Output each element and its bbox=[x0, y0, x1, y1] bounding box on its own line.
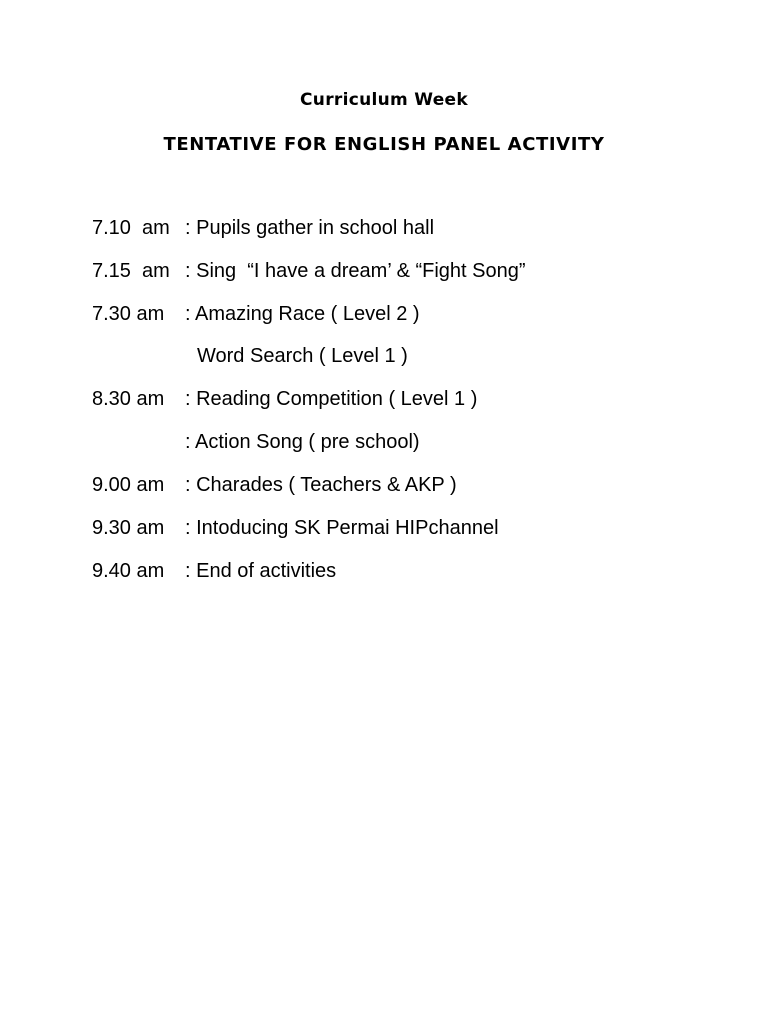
schedule-time: 9.40 am bbox=[92, 560, 165, 582]
schedule-activity: : Sing “I have a dream’ & “Fight Song” bbox=[185, 260, 526, 282]
schedule-time: 7.10 am bbox=[92, 217, 170, 239]
schedule-row bbox=[92, 385, 478, 413]
schedule-activity: : Intoducing SK Permai HIPchannel bbox=[185, 517, 499, 539]
schedule-activity: : Amazing Race ( Level 2 ) bbox=[185, 303, 420, 325]
schedule-time: 9.30 am bbox=[92, 517, 165, 539]
schedule-row bbox=[92, 214, 435, 242]
document-title: Curriculum Week bbox=[300, 90, 468, 110]
schedule-time: 9.00 am bbox=[92, 474, 165, 496]
schedule-row bbox=[92, 342, 408, 370]
schedule-time: 7.30 am bbox=[92, 303, 165, 325]
schedule-row bbox=[92, 257, 526, 285]
schedule-row bbox=[92, 557, 337, 585]
schedule-activity: : End of activities bbox=[185, 560, 337, 582]
schedule-row bbox=[92, 300, 420, 328]
schedule-activity: : Charades ( Teachers & AKP ) bbox=[185, 474, 457, 496]
schedule-row bbox=[92, 428, 420, 456]
schedule-time: 7.15 am bbox=[92, 260, 170, 282]
schedule-row bbox=[92, 514, 499, 542]
schedule-activity: : Pupils gather in school hall bbox=[185, 217, 435, 239]
schedule-activity: : Reading Competition ( Level 1 ) bbox=[185, 388, 478, 410]
schedule-activity: : Action Song ( pre school) bbox=[185, 431, 420, 453]
schedule-row bbox=[92, 471, 457, 499]
schedule-activity: Word Search ( Level 1 ) bbox=[197, 345, 408, 367]
document-subtitle: TENTATIVE FOR ENGLISH PANEL ACTIVITY bbox=[163, 134, 605, 155]
schedule-time: 8.30 am bbox=[92, 388, 165, 410]
